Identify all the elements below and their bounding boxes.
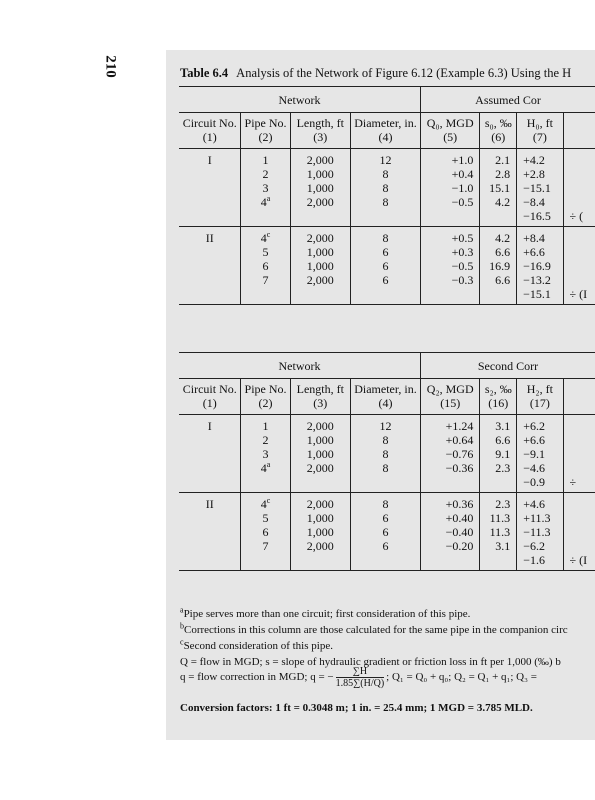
column-header: s₂, ‰	[480, 379, 517, 397]
slope-value-value: 6.6	[495, 433, 511, 447]
pipe-diameter-value: 8	[382, 447, 389, 461]
head-loss-value-value: +6.6	[523, 433, 545, 447]
pipe-diameter	[350, 149, 420, 227]
head-loss-value	[517, 227, 563, 305]
pipe-diameter	[350, 493, 420, 571]
footnote-c: $^c$Second consideration of this pipe.	[180, 637, 333, 652]
pipe-length-value: 1,000	[306, 433, 334, 447]
slope-value-value: 6.6	[495, 245, 511, 259]
column-number: (16)	[480, 396, 517, 415]
slope-value	[480, 149, 517, 227]
extra-column	[563, 227, 595, 305]
pipe-diameter-value: 8	[382, 497, 389, 511]
pipe-diameter-value: 6	[382, 245, 389, 259]
pipe-number-value: 1	[262, 153, 269, 167]
column-header: Circuit No.	[182, 382, 237, 396]
column-number: (2)	[241, 396, 290, 415]
slope-value-value: 9.1	[495, 447, 511, 461]
conversion-factors: Conversion factors: 1 ft = 0.3048 m; 1 in. = 25.4 mm; 1 MGD = 3.785 MLD.	[180, 702, 533, 714]
head-loss-value-value: +11.3	[523, 511, 551, 525]
pipe-number-value: 6	[262, 525, 269, 539]
group-header-network: Network	[179, 87, 421, 113]
column-header: H₀, ft	[517, 113, 563, 131]
column-number-cut	[563, 130, 595, 149]
pipe-diameter-value: 8	[382, 461, 389, 475]
head-loss-value-value: −13.2	[523, 273, 551, 287]
column-number: (2)	[241, 130, 290, 149]
slope-value-value: 3.1	[495, 539, 511, 553]
column-header: Pipe No.	[241, 379, 290, 397]
flow-value-value: −0.40	[445, 525, 474, 539]
footnote-definitions: Q = flow in MGD; s = slope of hydraulic gradient or friction loss in ft per 1,000 (‰) b	[180, 656, 561, 668]
column-number: (3)	[290, 396, 350, 415]
pipe-length	[290, 227, 350, 305]
slope-value-value: 4.2	[495, 231, 511, 245]
head-loss-value	[517, 149, 563, 227]
sum-divider: ÷ (I	[569, 287, 588, 301]
head-loss-value-value: −4.6	[523, 461, 545, 475]
flow-value	[421, 227, 480, 305]
flow-value-value: −0.76	[445, 447, 474, 461]
pipe-length-value: 1,000	[306, 511, 334, 525]
pipe-length-value: 2,000	[306, 231, 334, 245]
column-number: (6)	[480, 130, 517, 149]
pipe-diameter-value: 8	[382, 167, 389, 181]
column-number: (3)	[290, 130, 350, 149]
slope-value-value: 11.3	[489, 525, 511, 539]
pipe-number-value: 3	[262, 181, 269, 195]
head-loss-value-value: −16.9	[523, 259, 551, 273]
flow-value-value: +0.36	[445, 497, 474, 511]
pipe-length-value: 1,000	[306, 167, 334, 181]
slope-value	[480, 493, 517, 571]
column-number: (1)	[179, 130, 241, 149]
head-loss-value-value: −16.5	[523, 209, 551, 223]
column-header: Diameter, in.	[350, 379, 420, 397]
head-loss-value-value: −1.6	[523, 553, 545, 567]
pipe-length-value: 1,000	[306, 245, 334, 259]
flow-value-value: +1.24	[445, 419, 474, 433]
flow-value-value: +0.5	[451, 231, 474, 245]
head-loss-value-value: +4.2	[523, 153, 545, 167]
formula-fraction: $\frac{\sum H}{1.85\sum(H/Q)}$	[335, 666, 385, 689]
slope-value-value: 2.3	[495, 497, 511, 511]
column-number: (4)	[350, 396, 420, 415]
flow-value-value: +0.64	[445, 433, 474, 447]
pipe-length-value: 2,000	[306, 153, 334, 167]
pipe-length	[290, 149, 350, 227]
head-loss-value-value: +4.6	[523, 497, 545, 511]
page-number: 210	[102, 55, 119, 78]
flow-value	[421, 149, 480, 227]
table-title: Analysis of the Network of Figure 6.12 (Example 6.3) Using the H	[236, 66, 572, 80]
column-number: (1)	[179, 396, 241, 415]
sum-divider: ÷ (	[569, 209, 584, 223]
flow-value-value: +0.40	[445, 511, 474, 525]
pipe-diameter-value: 6	[382, 273, 389, 287]
sum-divider: ÷ (I	[569, 553, 588, 567]
pipe-length-value: 2,000	[306, 273, 334, 287]
pipe-number-value: 3	[262, 447, 269, 461]
pipe-diameter	[350, 227, 420, 305]
pipe-diameter	[350, 415, 420, 493]
slope-value	[480, 227, 517, 305]
head-loss-value	[517, 415, 563, 493]
slope-value-value: 16.9	[489, 259, 511, 273]
group-header-network: Network	[179, 353, 421, 379]
footnote-b: $^b$Corrections in this column are those calculated for the same pipe in the companion circ	[180, 621, 568, 636]
head-loss-value-value: −11.3	[523, 525, 551, 539]
pipe-number-value: 6	[262, 259, 269, 273]
slope-value-value: 11.3	[489, 511, 511, 525]
pipe-diameter-value: 6	[382, 525, 389, 539]
pipe-number-value: 4$^c$	[260, 230, 271, 245]
group-header-correction: Second Corr	[421, 353, 595, 379]
pipe-number-value: 7	[262, 273, 269, 287]
head-loss-value-value: +6.2	[523, 419, 545, 433]
flow-value-value: −0.5	[451, 259, 474, 273]
head-loss-value-value: +8.4	[523, 231, 545, 245]
pipe-length-value: 2,000	[306, 195, 334, 209]
table-section-second	[179, 352, 595, 571]
column-header: Diameter, in.	[350, 113, 420, 131]
pipe-diameter-value: 6	[382, 511, 389, 525]
extra-column	[563, 493, 595, 571]
sum-divider: ÷	[569, 475, 577, 489]
column-header: Circuit No.	[182, 116, 237, 130]
pipe-length-value: 2,000	[306, 539, 334, 553]
pipe-length	[290, 493, 350, 571]
pipe-length-value: 1,000	[306, 447, 334, 461]
pipe-length-value: 2,000	[306, 461, 334, 475]
pipe-number	[241, 149, 290, 227]
footnotes	[180, 606, 568, 670]
pipe-length-value: 1,000	[306, 259, 334, 273]
group-header-correction: Assumed Cor	[421, 87, 595, 113]
column-number-cut	[563, 396, 595, 415]
head-loss-value-value: −15.1	[523, 181, 551, 195]
slope-value-value: 3.1	[495, 419, 511, 433]
circuit-number: I	[179, 149, 241, 227]
footnote-a: $^a$Pipe serves more than one circuit; first consideration of this pipe.	[180, 605, 471, 620]
pipe-diameter-value: 8	[382, 231, 389, 245]
pipe-length-value: 1,000	[306, 181, 334, 195]
pipe-number-value: 7	[262, 539, 269, 553]
pipe-length-value: 2,000	[306, 419, 334, 433]
flow-value-value: −1.0	[451, 181, 474, 195]
column-number: (7)	[517, 130, 563, 149]
column-header: Length, ft	[290, 379, 350, 397]
circuit-number: II	[179, 493, 241, 571]
pipe-number	[241, 227, 290, 305]
slope-value-value: 4.2	[495, 195, 511, 209]
pipe-number-value: 5	[262, 245, 269, 259]
column-header: Q₀, MGD	[421, 113, 480, 131]
pipe-length	[290, 415, 350, 493]
slope-value-value: 2.3	[495, 461, 511, 475]
flow-value	[421, 493, 480, 571]
pipe-number	[241, 493, 290, 571]
pipe-diameter-value: 6	[382, 259, 389, 273]
column-number: (17)	[517, 396, 563, 415]
flow-value-value: +1.0	[451, 153, 474, 167]
column-header: Length, ft	[290, 113, 350, 131]
head-loss-value-value: +6.6	[523, 245, 545, 259]
table-caption	[180, 66, 571, 81]
flow-value-value: +0.4	[451, 167, 474, 181]
slope-value-value: 15.1	[489, 181, 511, 195]
pipe-diameter-value: 12	[379, 153, 392, 167]
pipe-diameter-value: 8	[382, 195, 389, 209]
flow-value	[421, 415, 480, 493]
pipe-diameter-value: 12	[379, 419, 392, 433]
pipe-diameter-value: 8	[382, 433, 389, 447]
head-loss-value-value: −9.1	[523, 447, 545, 461]
circuit-number: I	[179, 415, 241, 493]
flow-value-value: −0.20	[445, 539, 474, 553]
slope-value-value: 2.8	[495, 167, 511, 181]
slope-value-value: 6.6	[495, 273, 511, 287]
column-header: Pipe No.	[241, 113, 290, 131]
column-header-cut	[563, 113, 595, 131]
head-loss-value-value: −6.2	[523, 539, 545, 553]
head-loss-value-value: −15.1	[523, 287, 551, 301]
pipe-diameter-value: 6	[382, 539, 389, 553]
pipe-number	[241, 415, 290, 493]
column-number: (15)	[421, 396, 480, 415]
pipe-number-value: 2	[262, 167, 269, 181]
extra-column	[563, 149, 595, 227]
pipe-length-value: 1,000	[306, 525, 334, 539]
flow-value-value: +0.3	[451, 245, 474, 259]
column-header: Q₂, MGD	[421, 379, 480, 397]
pipe-length-value: 2,000	[306, 497, 334, 511]
table-label: Table 6.4	[180, 66, 229, 80]
circuit-number: II	[179, 227, 241, 305]
flow-value-value: −0.3	[451, 273, 474, 287]
column-number: (4)	[350, 130, 420, 149]
flow-value-value: −0.5	[451, 195, 474, 209]
pipe-number-value: 4$^c$	[260, 496, 271, 511]
flow-value-value: −0.36	[445, 461, 474, 475]
correction-formula: q = flow correction in MGD; q = − $\frac{\sum H}{1.85\sum(H/Q)}$ ; Q₁ = Q₀ + q₀; Q₂ = Q₁ + q₁; Q₃ =	[180, 666, 537, 689]
head-loss-value-value: −8.4	[523, 195, 545, 209]
column-header-cut	[563, 379, 595, 397]
pipe-number-value: 4$^a$	[260, 460, 271, 475]
pipe-number-value: 4$^a$	[260, 194, 271, 209]
head-loss-value-value: +2.8	[523, 167, 545, 181]
head-loss-value	[517, 493, 563, 571]
column-header: H₂, ft	[517, 379, 563, 397]
head-loss-value-value: −0.9	[523, 475, 545, 489]
slope-value	[480, 415, 517, 493]
table-section-assumed	[179, 86, 595, 305]
extra-column	[563, 415, 595, 493]
slope-value-value: 2.1	[495, 153, 511, 167]
column-number: (5)	[421, 130, 480, 149]
pipe-diameter-value: 8	[382, 181, 389, 195]
pipe-number-value: 1	[262, 419, 269, 433]
pipe-number-value: 2	[262, 433, 269, 447]
column-header: s₀, ‰	[480, 113, 517, 131]
pipe-number-value: 5	[262, 511, 269, 525]
